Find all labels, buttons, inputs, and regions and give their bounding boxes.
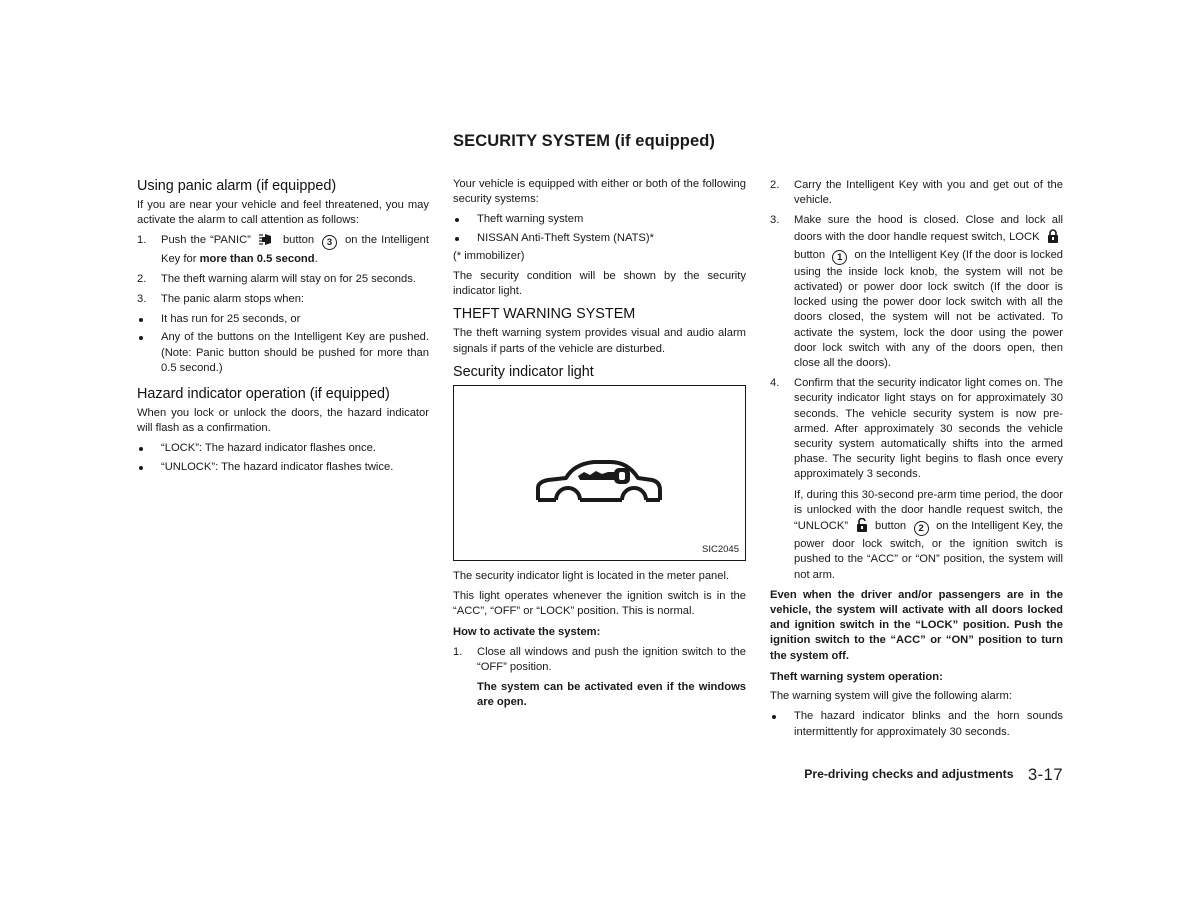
callout-number-icon: 3 bbox=[322, 235, 337, 250]
theft-heading: THEFT WARNING SYSTEM bbox=[453, 306, 636, 323]
activate-steps-continued bbox=[770, 178, 1063, 483]
operation-list bbox=[770, 709, 1063, 739]
panic-step-1 bbox=[137, 233, 429, 266]
list-item: “LOCK”: The hazard indicator flashes once. bbox=[137, 441, 429, 456]
step-text: If, during this 30-second pre-arm time period, the door is unlocked with the door handle request switch, the “UNLOCK” bbox=[794, 488, 1063, 533]
callout-number-icon: 1 bbox=[832, 250, 847, 265]
step-number: 1. bbox=[137, 234, 147, 247]
panic-stop-list bbox=[137, 312, 429, 376]
step-number: 4. bbox=[770, 377, 780, 390]
list-item: Theft warning system bbox=[453, 212, 746, 227]
hazard-heading: Hazard indicator operation (if equipped) bbox=[137, 386, 390, 403]
warning-text: Even when the driver and/or passengers are in the vehicle, the system will activate with all doors locked and ignition switch in the “LOCK” position. Push the ignition switch to the “ACC” or “ON” position to turn the system off. bbox=[770, 588, 1063, 662]
step-text: button bbox=[282, 234, 315, 247]
list-item: It has run for 25 seconds, or bbox=[137, 312, 429, 327]
panic-horn-icon bbox=[259, 233, 275, 251]
systems-list bbox=[453, 212, 746, 245]
unlock-icon bbox=[856, 518, 868, 537]
step-emphasis: more than 0.5 second bbox=[199, 252, 315, 265]
step-number: 1. bbox=[453, 645, 463, 658]
hazard-list bbox=[137, 441, 429, 474]
page-footer bbox=[730, 766, 1063, 785]
activate-step-3 bbox=[770, 213, 1063, 371]
page-title: SECURITY SYSTEM (if equipped) bbox=[453, 132, 716, 150]
panic-heading: Using panic alarm (if equipped) bbox=[137, 178, 337, 194]
middle-column bbox=[453, 177, 746, 715]
step-text: . bbox=[314, 252, 318, 265]
step-text: Make sure the hood is closed. Close and lock all doors with the door handle request switch, LOCK bbox=[794, 214, 1063, 243]
activate-steps bbox=[453, 645, 746, 675]
activate-step-1 bbox=[453, 645, 746, 675]
step-text: The panic alarm stops when: bbox=[161, 293, 305, 306]
step-text: on the Intelligent Key (If the door is locked using the inside lock knob, the system will not be activated) or power door lock switch (If the door is locked using the power door lock switch with all the doors closed, the system will not be activated. To activate the system, lock the door using the power door lock switch with any of the doors open, then close all the doors). bbox=[794, 248, 1064, 370]
step-number: 2. bbox=[770, 179, 780, 191]
theft-text: The theft warning system provides visual and audio alarm signals if parts of the vehicle are disturbed. bbox=[453, 327, 746, 355]
step-text: button bbox=[794, 248, 826, 261]
located-text: The security indicator light is located in the meter panel. bbox=[453, 569, 730, 582]
condition-text: The security condition will be shown by the security indicator light. bbox=[453, 270, 746, 298]
list-item: The hazard indicator blinks and the horn sounds intermittently for approximately 30 seconds. bbox=[770, 709, 1063, 739]
footnote: (* immobilizer) bbox=[453, 249, 525, 262]
car-key-icon bbox=[534, 458, 664, 508]
step-text: on the Intelligent Key for bbox=[161, 234, 429, 265]
figure-code: SIC2045 bbox=[702, 543, 739, 555]
footer-section: Pre-driving checks and adjustments bbox=[804, 767, 1014, 781]
hazard-intro: When you lock or unlock the doors, the hazard indicator will flash as a confirmation. bbox=[137, 407, 429, 435]
indicator-heading: Security indicator light bbox=[453, 363, 594, 380]
list-item: Any of the buttons on the Intelligent Key are pushed. (Note: Panic button should be pushed for more than 0.5 second.) bbox=[137, 330, 429, 376]
pre-arm-note bbox=[770, 488, 1063, 583]
panic-step-2 bbox=[137, 272, 429, 287]
step-number: 3. bbox=[770, 214, 780, 227]
step-number: 2. bbox=[137, 272, 147, 285]
panic-step-3 bbox=[137, 292, 429, 307]
list-item: “UNLOCK”: The hazard indicator flashes twice. bbox=[137, 460, 429, 475]
step-text: Push the “PANIC” bbox=[161, 234, 251, 247]
systems-intro: Your vehicle is equipped with either or both of the following security systems: bbox=[453, 178, 746, 206]
operates-text: This light operates whenever the ignition switch is in the “ACC”, “OFF” or “LOCK” position. This is normal. bbox=[453, 590, 746, 618]
activate-step-4 bbox=[770, 376, 1063, 482]
list-item: NISSAN Anti-Theft System (NATS)* bbox=[453, 231, 746, 246]
step-text: Confirm that the security indicator light comes on. The security indicator light stays on for approximately 30 seconds. The vehicle security system is now pre-armed. After approximately 30 seconds the vehicle security system automatically shifts into the armed phase. The security light begins to flash once every approximately 3 seconds. bbox=[794, 377, 1063, 481]
panic-steps bbox=[137, 233, 429, 307]
step-text: Close all windows and push the ignition switch to the “OFF” position. bbox=[477, 645, 746, 673]
panic-intro: If you are near your vehicle and feel threatened, you may activate the alarm to call attention as follows: bbox=[137, 199, 429, 227]
operation-heading: Theft warning system operation: bbox=[770, 670, 943, 683]
step-emphasis: The system can be activated even if the windows are open. bbox=[477, 681, 746, 709]
activate-step-2 bbox=[770, 178, 1063, 208]
right-column bbox=[770, 178, 1063, 743]
lock-icon bbox=[1047, 229, 1059, 248]
step-text: on the Intelligent Key, the power door lock switch, or the ignition switch is pushed to the “ACC” or “ON” position, the system will not arm. bbox=[794, 520, 1064, 581]
step-number: 3. bbox=[137, 293, 147, 306]
page-number: 3-17 bbox=[1027, 766, 1063, 784]
callout-number-icon: 2 bbox=[914, 521, 929, 536]
operation-intro: The warning system will give the following alarm: bbox=[770, 690, 1012, 703]
left-column bbox=[137, 177, 429, 478]
step-text: The theft warning alarm will stay on for 25 seconds. bbox=[161, 272, 416, 285]
howto-heading: How to activate the system: bbox=[453, 626, 601, 639]
security-indicator-figure bbox=[453, 385, 746, 561]
step-text: button bbox=[875, 520, 907, 533]
step-text: Carry the Intelligent Key with you and get out of the vehicle. bbox=[794, 179, 1063, 207]
